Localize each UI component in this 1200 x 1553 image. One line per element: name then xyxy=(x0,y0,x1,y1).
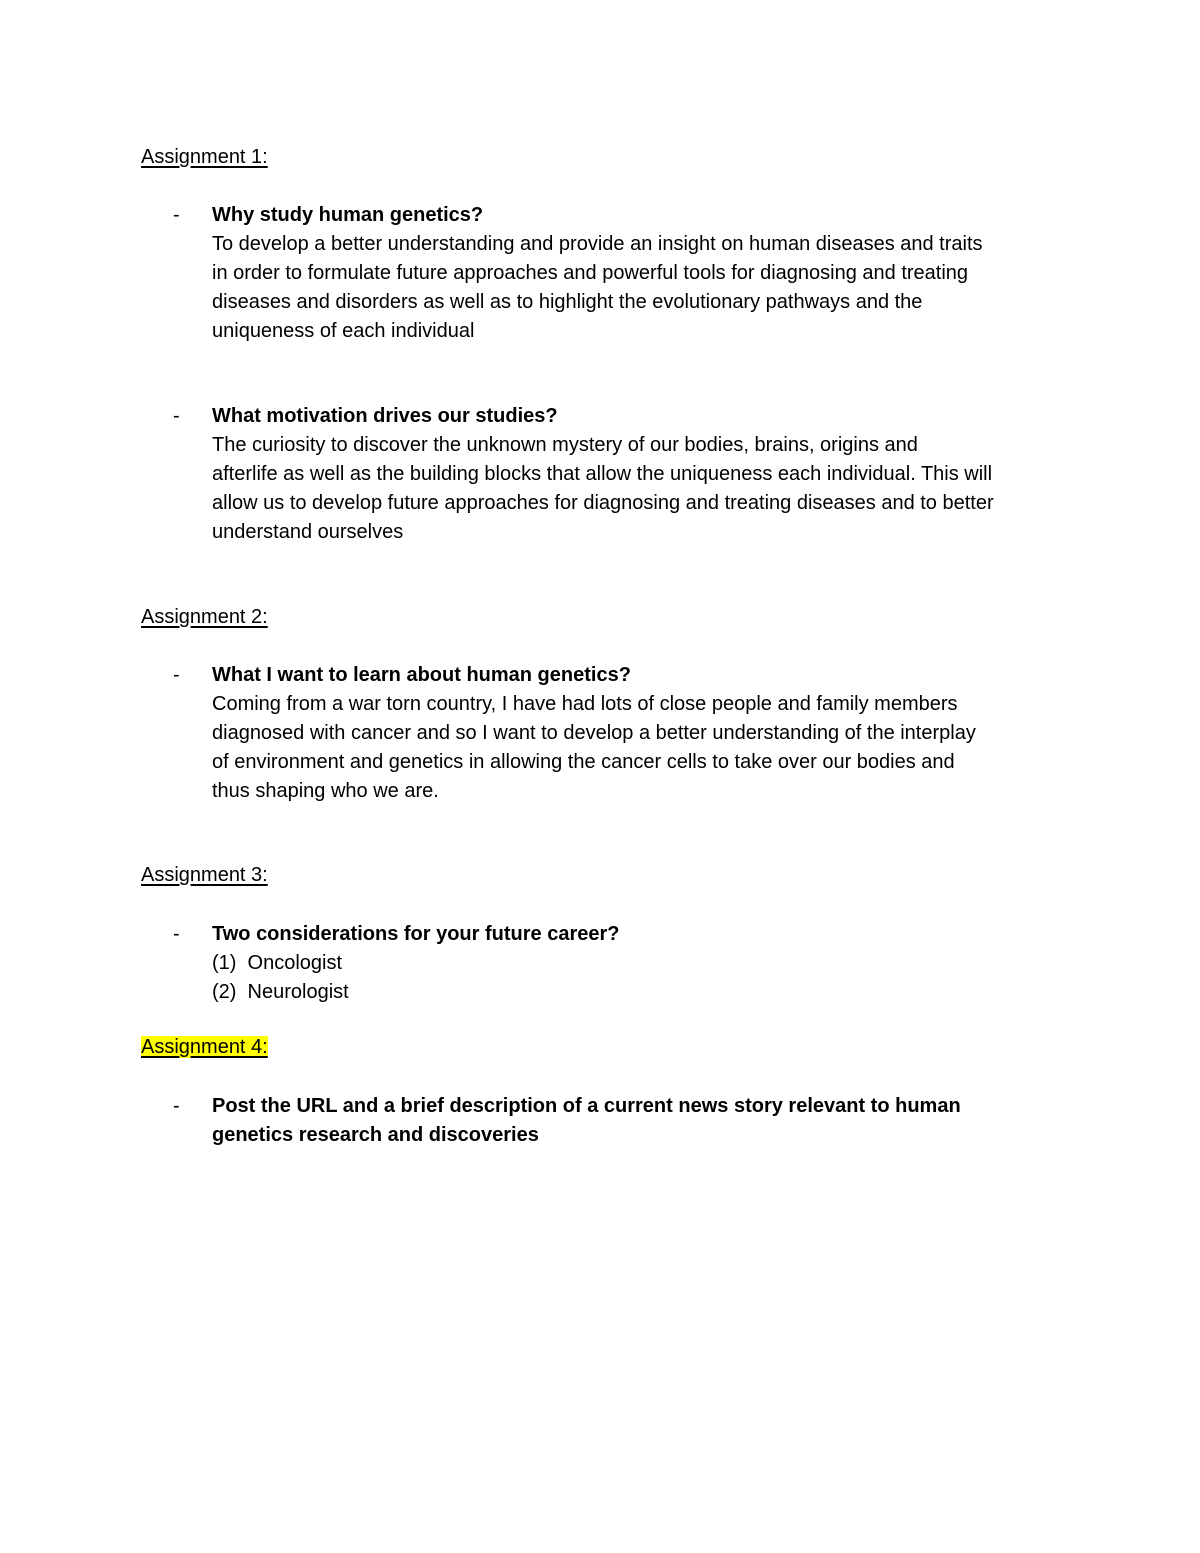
question: Two considerations for your future career? xyxy=(212,923,620,945)
question: What motivation drives our studies? xyxy=(212,405,558,427)
answer: Coming from a war torn country, I have had lots of close people and family members diagnosed with cancer and so I want to develop a better understanding of the interplay of environment and genetics in allowing the cancer cells to take over our bodies and thus shaping who we are. xyxy=(212,693,976,802)
assignment-4-heading xyxy=(141,1035,268,1059)
question: Why study human genetics? xyxy=(212,204,484,226)
bullet-dash: - xyxy=(173,405,180,427)
highlighted-heading-text: Assignment 4: xyxy=(141,1036,268,1058)
question: What I want to learn about human genetics? xyxy=(212,664,631,686)
answer: To develop a better understanding and provide an insight on human diseases and traits in order to formulate future approaches and powerful tools for diagnosing and treating diseases and disorders as well as to highlight the evolutionary pathways and the uniqueness of each individual xyxy=(212,233,983,342)
bullet-dash: - xyxy=(173,664,180,686)
career-option-2: (2) Neurologist xyxy=(212,981,349,1003)
assignment-3-heading: Assignment 3: xyxy=(141,864,268,886)
answer: The curiosity to discover the unknown mystery of our bodies, brains, origins and afterlife as well as the building blocks that allow the uniqueness each individual. This will allow us to develop future approaches for diagnosing and treating diseases and to better understand ourselves xyxy=(212,434,994,543)
assignment-2-heading: Assignment 2: xyxy=(141,606,268,628)
assignment-1-heading: Assignment 1: xyxy=(141,146,268,168)
question: Post the URL and a brief description of a current news story relevant to human genetics research and discoveries xyxy=(212,1095,961,1146)
bullet-dash: - xyxy=(173,204,180,226)
career-option-1: (1) Oncologist xyxy=(212,952,343,974)
bullet-dash: - xyxy=(173,1095,180,1117)
bullet-dash: - xyxy=(173,923,180,945)
